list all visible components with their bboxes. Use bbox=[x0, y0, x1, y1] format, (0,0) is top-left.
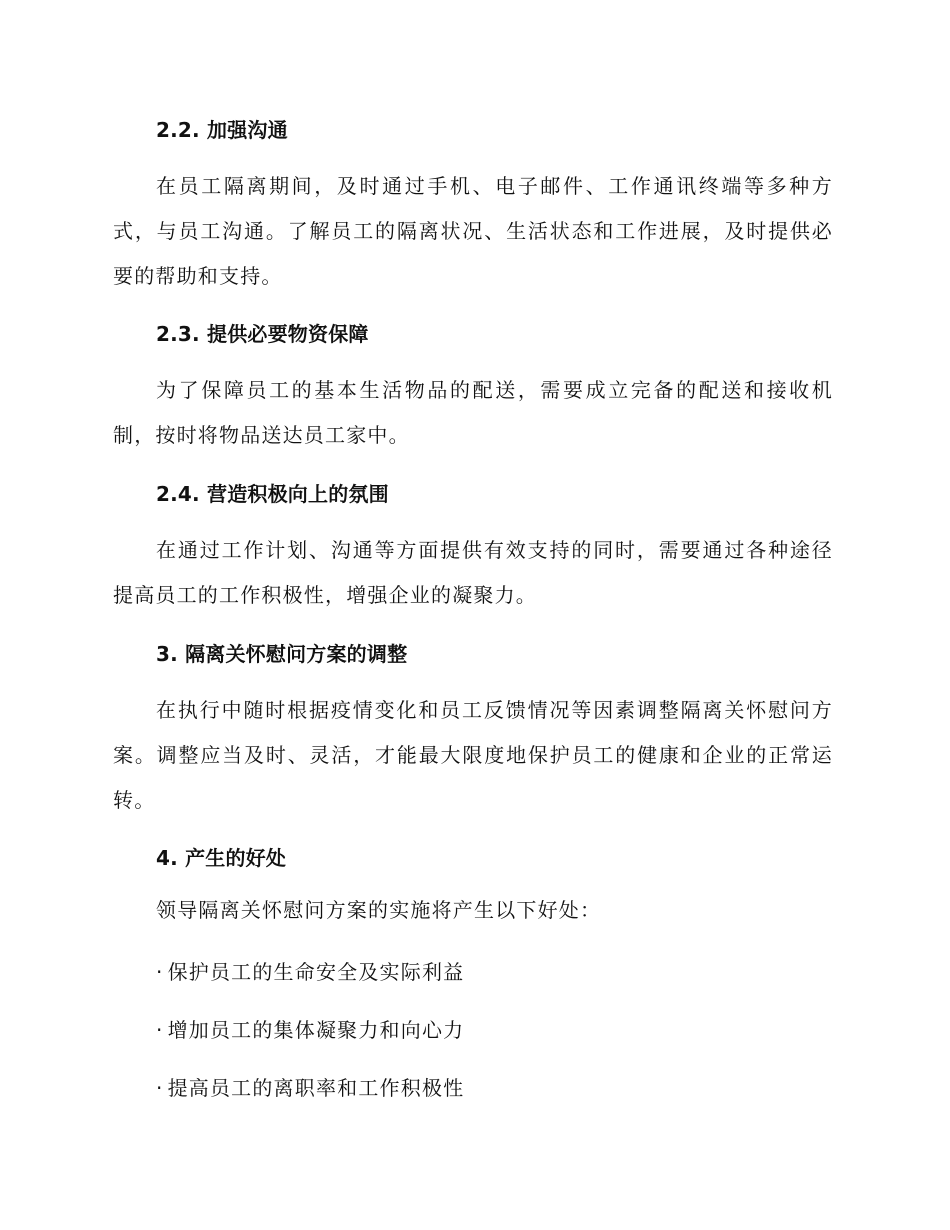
section-2-4-heading: 2.4. 营造积极向上的氛围 bbox=[156, 482, 389, 506]
section-2-2-paragraph: 在员工隔离期间，及时通过手机、电子邮件、工作通讯终端等多种方式，与员工沟通。了解员工的隔离状况、生活状态和工作进展，及时提供必要的帮助和支持。 bbox=[113, 174, 833, 288]
benefit-item bbox=[156, 1016, 876, 1044]
section-3-paragraph: 在执行中随时根据疫情变化和员工反馈情况等因素调整隔离关怀慰问方案。调整应当及时、灵活，才能最大限度地保护员工的健康和企业的正常运转。 bbox=[113, 698, 833, 812]
bullet-icon: · bbox=[156, 1076, 164, 1100]
section-4-heading: 4. 产生的好处 bbox=[156, 846, 287, 870]
section-2-4-paragraph: 在通过工作计划、沟通等方面提供有效支持的同时，需要通过各种途径提高员工的工作积极性，增强企业的凝聚力。 bbox=[113, 538, 833, 607]
bullet-icon: · bbox=[156, 1018, 164, 1042]
benefit-text: 增加员工的集体凝聚力和向心力 bbox=[167, 1018, 465, 1042]
section-3-heading: 3. 隔离关怀慰问方案的调整 bbox=[156, 642, 408, 666]
section-2-2-heading: 2.2. 加强沟通 bbox=[156, 118, 288, 142]
benefit-item bbox=[156, 1074, 876, 1102]
section-2-3-paragraph: 为了保障员工的基本生活物品的配送，需要成立完备的配送和接收机制，按时将物品送达员工家中。 bbox=[113, 378, 833, 447]
benefit-text: 保护员工的生命安全及实际利益 bbox=[167, 960, 465, 984]
section-4-intro: 领导隔离关怀慰问方案的实施将产生以下好处： bbox=[156, 898, 602, 922]
bullet-icon: · bbox=[156, 960, 164, 984]
benefit-text: 提高员工的离职率和工作积极性 bbox=[167, 1076, 465, 1100]
section-2-3-heading: 2.3. 提供必要物资保障 bbox=[156, 322, 369, 346]
benefit-item bbox=[156, 958, 876, 986]
